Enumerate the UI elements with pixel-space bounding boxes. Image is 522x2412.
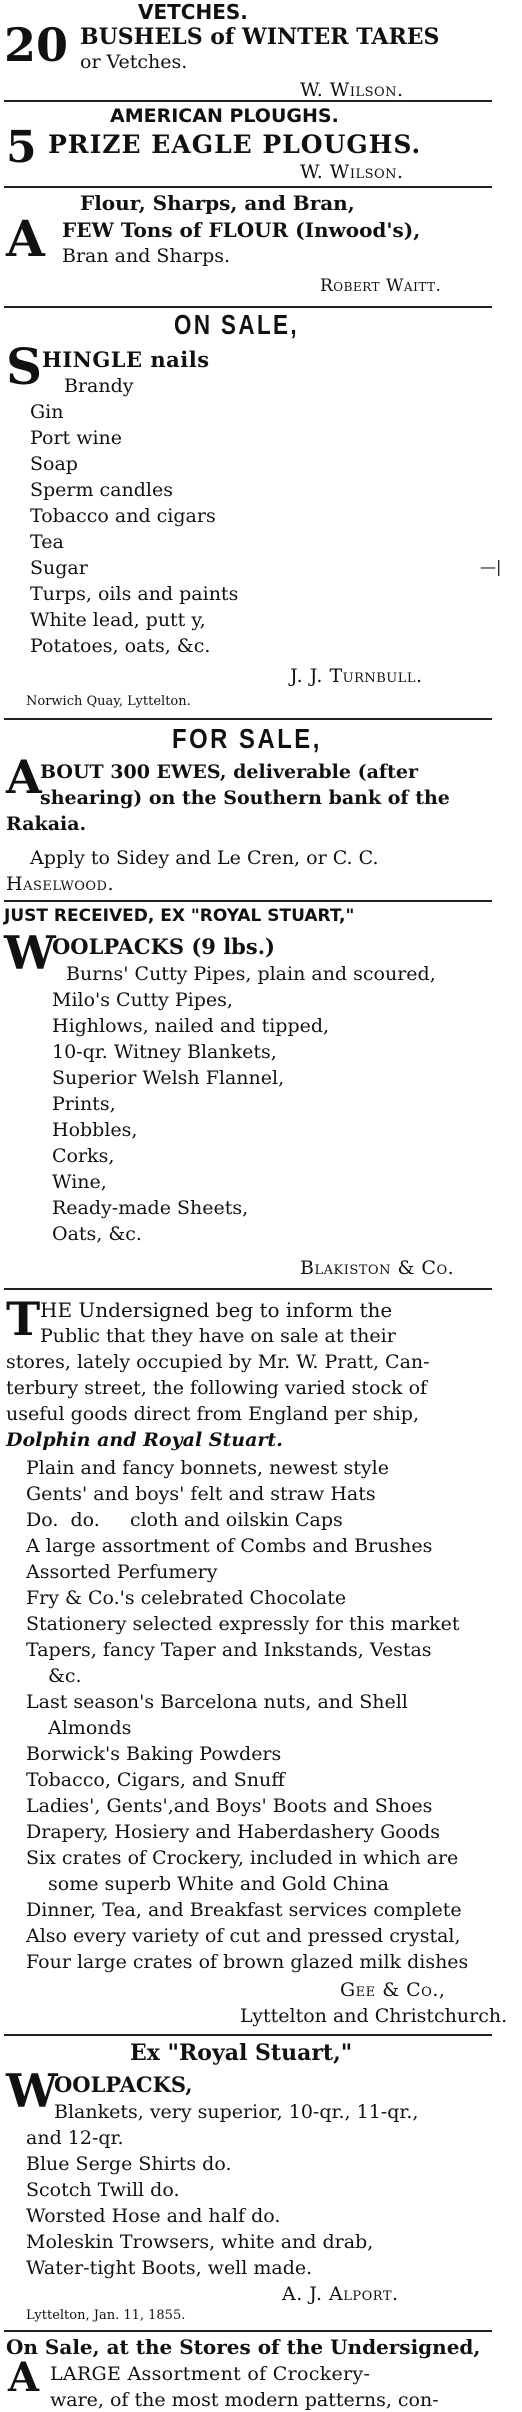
ad-gee-item: Almonds: [48, 1717, 132, 1739]
ad-alport-item: Moleskin Trowsers, white and drab,: [26, 2231, 374, 2253]
ad-received-item: Prints,: [52, 1093, 116, 1115]
ad-received-item: Corks,: [52, 1145, 115, 1167]
ad-gee-item: Borwick's Baking Powders: [26, 1743, 282, 1765]
ad-gee-intro: stores, lately occupied by Mr. W. Pratt, Can-: [6, 1351, 430, 1373]
ad-onsale-first-line: HINGLE nails: [42, 347, 210, 372]
ad-gee-item: Tobacco, Cigars, and Snuff: [26, 1769, 285, 1791]
ad-received-heading: JUST RECEIVED, EX "ROYAL STUART,": [4, 906, 355, 926]
ad-onsale-item: Potatoes, oats, &c.: [30, 635, 211, 657]
ad-alport-signature: A. J. Alport.: [282, 2283, 399, 2305]
ad-received-item: Hobbles,: [52, 1119, 138, 1141]
ad-gee-ships: Dolphin and Royal Stuart.: [6, 1429, 283, 1451]
ad-received-item: Highlows, nailed and tipped,: [52, 1015, 330, 1037]
ad-flour-heading: Flour, Sharps, and Bran,: [80, 191, 355, 215]
ad-gee-item: some superb White and Gold China: [48, 1873, 390, 1895]
ad-onsale-item: Tobacco and cigars: [30, 505, 216, 527]
ad-alport-first-line: OOLPACKS,: [54, 2072, 193, 2097]
ad-vetches-first-line: BUSHELS of WINTER TARES: [80, 24, 440, 50]
ad-forsale-line: Rakaia.: [6, 813, 87, 835]
ad-received-item: Ready-made Sheets,: [52, 1197, 249, 1219]
ad-gee-item: A large assortment of Combs and Brushes: [26, 1535, 433, 1557]
ad-ploughs-signature: W. Wilson.: [300, 161, 404, 183]
ad-gee-item: Tapers, fancy Taper and Inkstands, Vestas: [26, 1639, 432, 1661]
ad-received-item: 10-qr. Witney Blankets,: [52, 1041, 277, 1063]
ad-onsale-heading: ON SALE,: [174, 309, 299, 340]
ad-forsale-heading: FOR SALE,: [172, 723, 322, 754]
ad-forsale-first-line: BOUT 300 EWES, deliverable (after: [40, 761, 418, 783]
divider: [4, 186, 492, 188]
ad-ploughs-initial: 5: [6, 122, 37, 173]
ad-forsale-apply: Apply to Sidey and Le Cren, or C. C.: [30, 847, 379, 869]
ad-gee-item: Fry & Co.'s celebrated Chocolate: [26, 1587, 347, 1609]
ad-gee-location: Lyttelton and Christchurch.: [240, 2005, 508, 2027]
ad-forsale-initial: A: [6, 750, 42, 804]
divider: [4, 718, 492, 720]
ad-alport-date: Lyttelton, Jan. 11, 1855.: [26, 2308, 186, 2323]
divider: [4, 900, 492, 902]
ad-gee-initial: T: [6, 1292, 41, 1346]
ad-onsale-item: Turps, oils and paints: [30, 583, 239, 605]
ad-flour-line: Bran and Sharps.: [62, 245, 231, 267]
ad-onsale-item: Soap: [30, 453, 78, 475]
ad-received-initial: W: [4, 926, 56, 980]
ad-ploughs-first-line: PRIZE EAGLE PLOUGHS.: [48, 130, 422, 159]
ad-alport-item: Blue Serge Shirts do.: [26, 2153, 232, 2175]
ad-gee-item: Ladies', Gents',and Boys' Boots and Shoes: [26, 1795, 433, 1817]
ad-onsale-item: Gin: [30, 401, 64, 423]
ad-received-item: Oats, &c.: [52, 1223, 142, 1245]
ad-gee-item: Also every variety of cut and pressed crystal,: [26, 1925, 461, 1947]
ad-gee-signature: Gee & Co.,: [340, 1979, 446, 2001]
ad-mason-initial: A: [8, 2354, 40, 2401]
ad-vetches-initial: 20: [4, 18, 69, 72]
ad-received-signature: Blakiston & Co.: [300, 1257, 455, 1279]
ad-alport-initial: W: [6, 2064, 58, 2118]
ad-onsale-item: White lead, putt y,: [30, 609, 206, 631]
ad-flour-first-line: FEW Tons of FLOUR (Inwood's),: [62, 218, 421, 242]
ad-alport-item: Scotch Twill do.: [26, 2179, 180, 2201]
ad-gee-item: Assorted Perfumery: [26, 1561, 218, 1583]
ad-gee-item: Do. do. cloth and oilskin Caps: [26, 1509, 343, 1531]
ad-onsale-item: Tea: [30, 531, 64, 553]
divider: [4, 2330, 492, 2332]
ad-onsale-signature: J. J. Turnbull.: [290, 665, 423, 687]
ad-gee-item: Gents' and boys' felt and straw Hats: [26, 1483, 376, 1505]
ad-alport-item: Worsted Hose and half do.: [26, 2205, 281, 2227]
ad-alport-item: Water-tight Boots, well made.: [26, 2257, 313, 2279]
ad-onsale-bracket: —|: [480, 557, 502, 576]
ad-vetches-heading: VETCHES.: [138, 0, 248, 24]
ad-gee-intro: terbury street, the following varied stock of: [6, 1377, 428, 1399]
ad-gee-item: Last season's Barcelona nuts, and Shell: [26, 1691, 408, 1713]
ad-onsale-item: Sperm candles: [30, 479, 174, 501]
ad-alport-item: Blankets, very superior, 10-qr., 11-qr.,: [54, 2101, 419, 2123]
ad-alport-heading: Ex "Royal Stuart,": [130, 2040, 353, 2066]
ad-gee-intro: Public that they have on sale at their: [40, 1325, 396, 1347]
divider: [4, 100, 492, 102]
ad-received-item: Superior Welsh Flannel,: [52, 1067, 285, 1089]
ad-alport-item: and 12-qr.: [26, 2127, 124, 2149]
ad-gee-item: Four large crates of brown glazed milk dishes: [26, 1951, 469, 1973]
ad-flour-signature: Robert Waitt.: [320, 276, 442, 296]
ad-received-item: Milo's Cutty Pipes,: [52, 989, 233, 1011]
ad-gee-item: Stationery selected expressly for this market: [26, 1613, 460, 1635]
ad-received-item: Wine,: [52, 1171, 107, 1193]
ad-flour-initial: A: [6, 209, 45, 268]
ad-onsale-initial: S: [6, 337, 43, 396]
ad-gee-item: Six crates of Crockery, included in which are: [26, 1847, 459, 1869]
divider: [4, 2034, 492, 2036]
ad-forsale-apply-name: Haselwood.: [6, 873, 114, 895]
ad-onsale-item: Brandy: [64, 375, 134, 397]
ad-onsale-location: Norwich Quay, Lyttelton.: [26, 694, 191, 709]
ad-ploughs-heading: AMERICAN PLOUGHS.: [110, 105, 339, 127]
ad-mason-line: ware, of the most modern patterns, con-: [50, 2389, 439, 2411]
ad-gee-first-line: HE Undersigned beg to inform the: [40, 1298, 393, 1322]
ad-gee-item: &c.: [48, 1665, 82, 1687]
ad-mason-heading: On Sale, at the Stores of the Undersigned,: [6, 2335, 481, 2359]
ad-mason-first-line: LARGE Assortment of Crockery-: [50, 2363, 371, 2385]
ad-gee-item: Plain and fancy bonnets, newest style: [26, 1457, 389, 1479]
divider: [4, 1288, 492, 1290]
ad-forsale-line: shearing) on the Southern bank of the: [40, 787, 450, 809]
ad-vetches-signature: W. Wilson.: [300, 79, 404, 101]
ad-gee-intro: useful goods direct from England per ship,: [6, 1403, 420, 1425]
ad-gee-item: Dinner, Tea, and Breakfast services complete: [26, 1899, 462, 1921]
ad-onsale-item: Port wine: [30, 427, 123, 449]
ad-gee-item: Drapery, Hosiery and Haberdashery Goods: [26, 1821, 441, 1843]
ad-received-item: Burns' Cutty Pipes, plain and scoured,: [66, 963, 436, 985]
ad-vetches-line: or Vetches.: [80, 51, 188, 73]
ad-received-first-line: OOLPACKS (9 lbs.): [52, 934, 275, 959]
ad-onsale-item: Sugar: [30, 557, 88, 579]
